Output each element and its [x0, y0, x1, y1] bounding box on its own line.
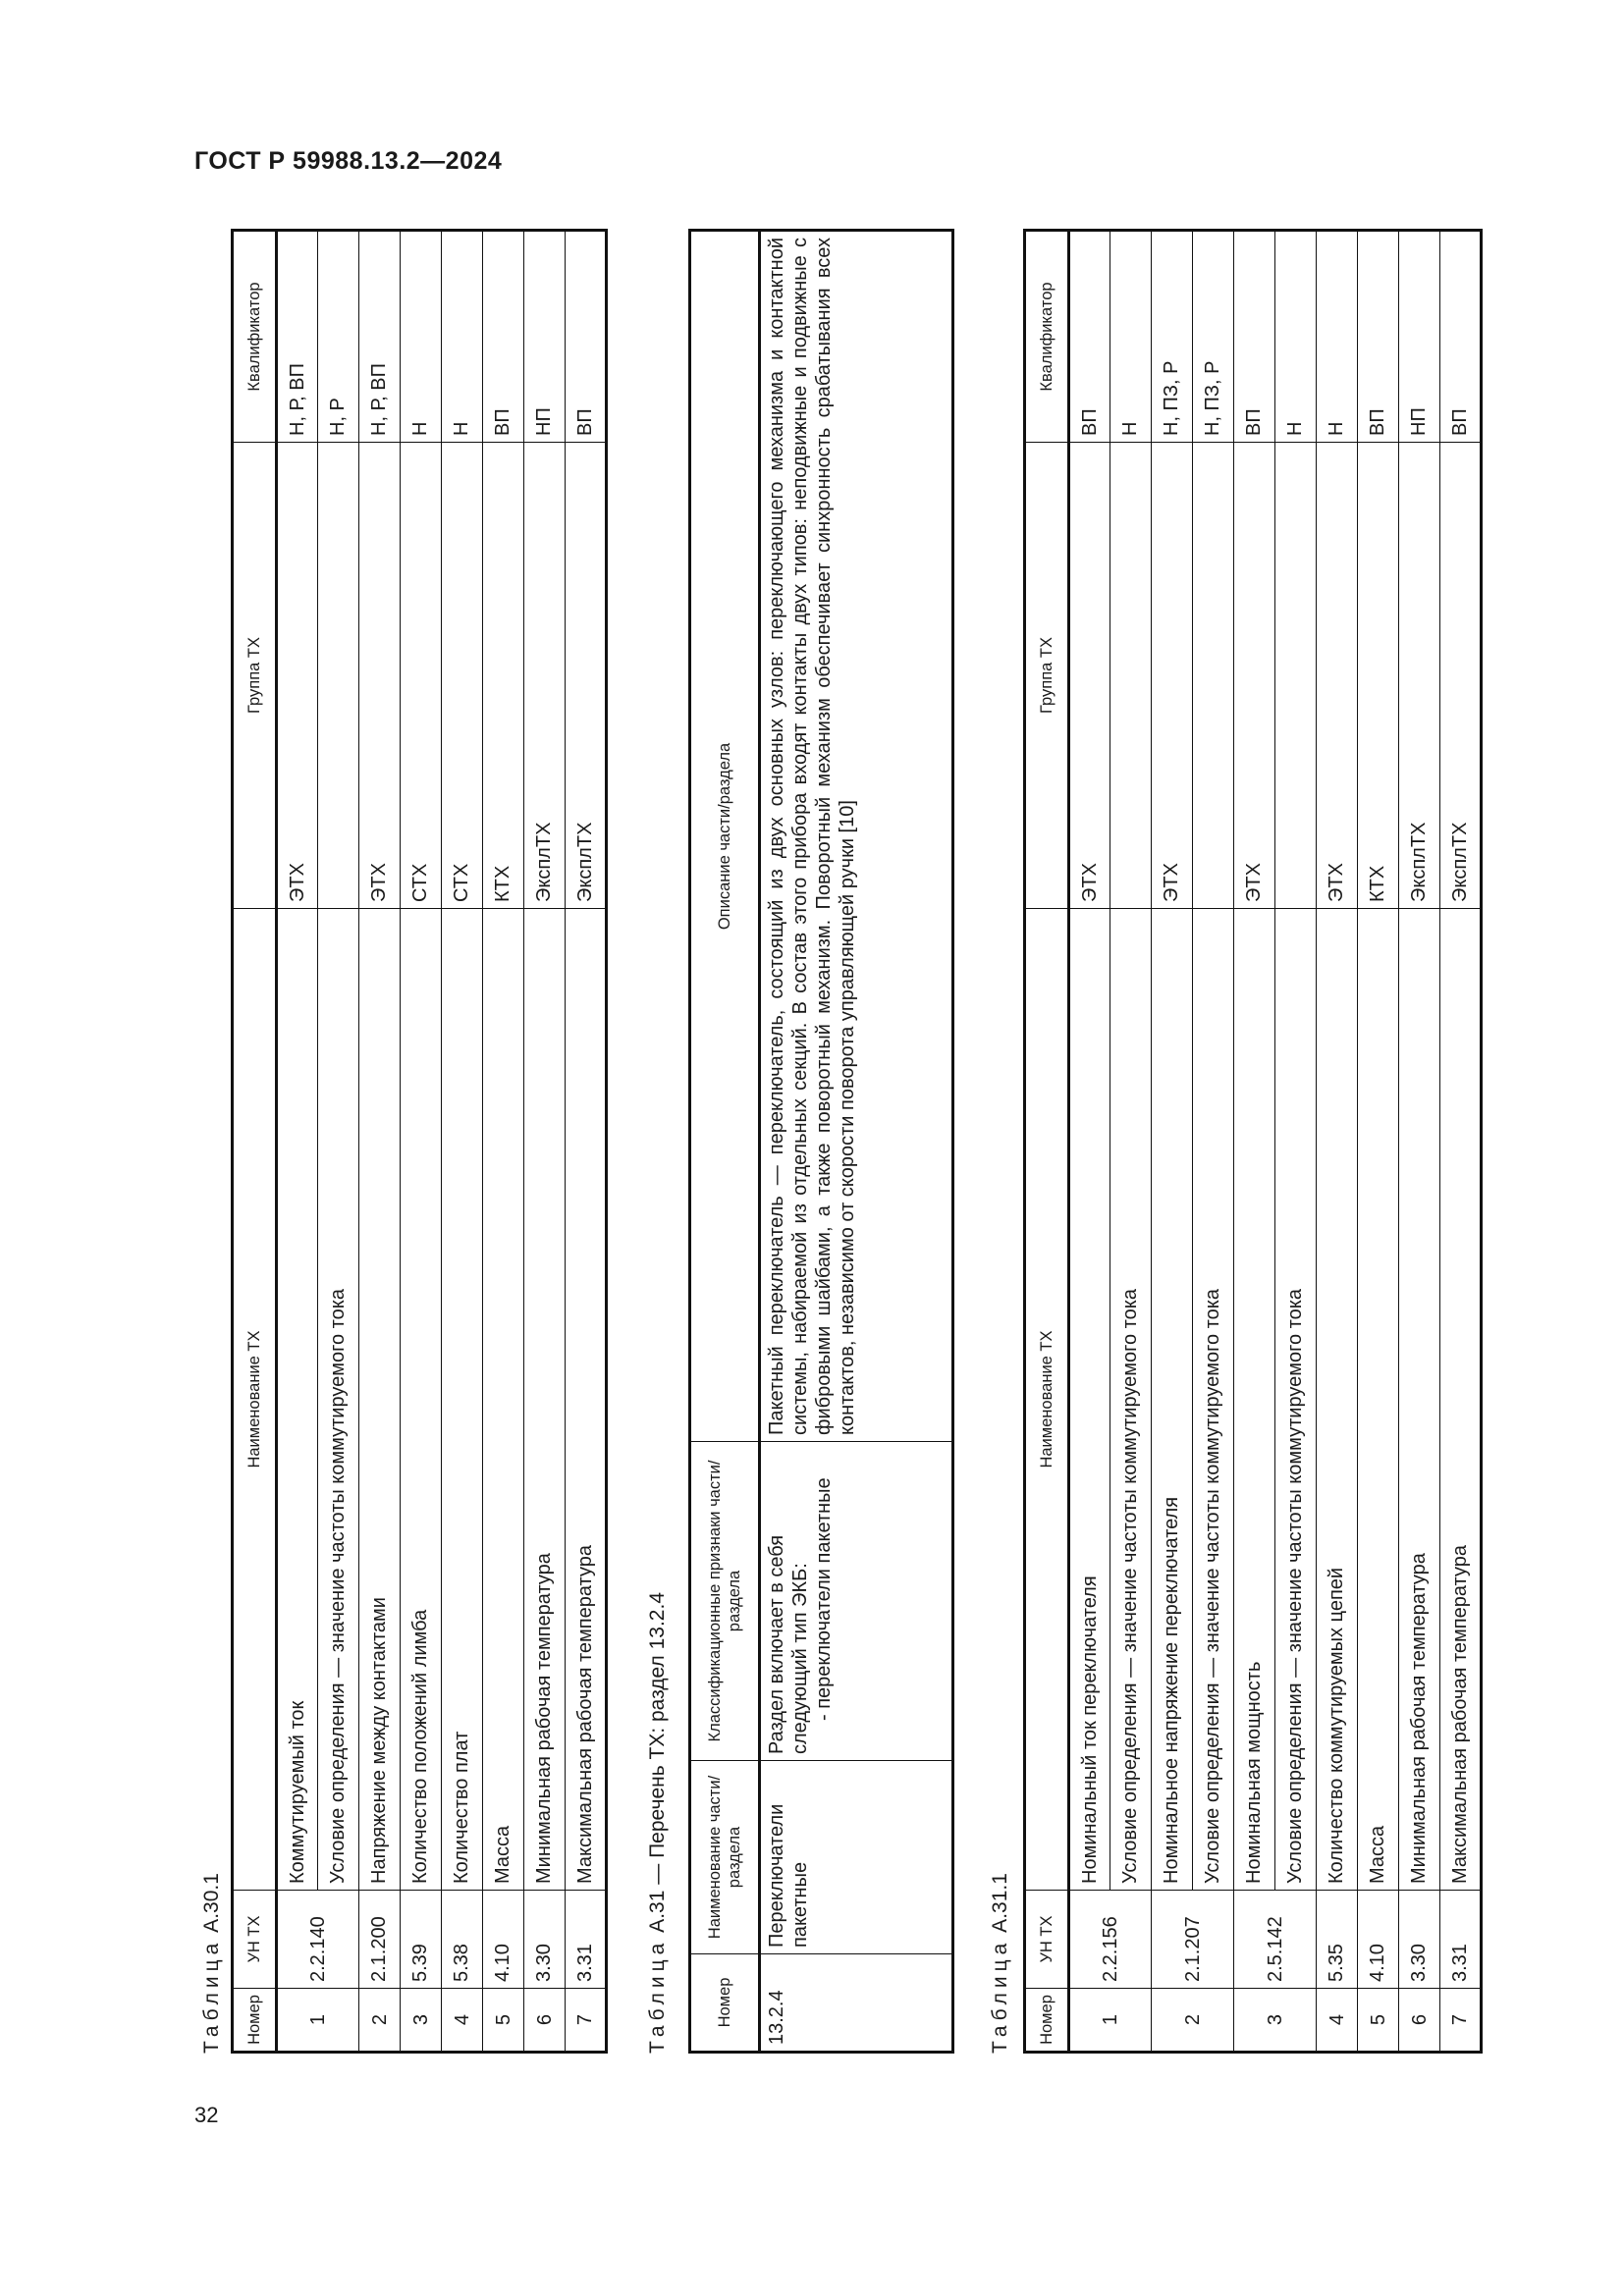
group-cell	[1275, 443, 1317, 909]
table-row	[1440, 231, 1482, 2053]
table-row	[566, 231, 607, 2053]
qualifier-cell: Н	[442, 231, 483, 443]
characteristic-name: Номинальное напряжение переключателя	[1152, 909, 1193, 1891]
row-number: 3	[401, 1989, 442, 2053]
row-number: 1	[1069, 1989, 1152, 2053]
qualifier-cell: Н, Р, ВП	[277, 231, 318, 443]
characteristic-name: Условие определения — значение частоты коммутируемого тока	[1110, 909, 1152, 1891]
characteristic-name: Напряжение между контактами	[359, 909, 401, 1891]
characteristic-name: Количество положений лимба	[401, 909, 442, 1891]
group-cell: СТХ	[442, 443, 483, 909]
column-header: Номер	[233, 1989, 277, 2053]
column-header: Группа ТХ	[233, 443, 277, 909]
column-header: Номер	[1025, 1989, 1069, 2053]
table-row	[1399, 231, 1440, 2053]
group-cell: КТХ	[483, 443, 524, 909]
table-row	[1069, 231, 1110, 2053]
characteristic-name: Условие определения — значение частоты коммутируемого тока	[1275, 909, 1317, 1891]
row-number: 7	[566, 1989, 607, 2053]
table-header-row	[233, 231, 277, 2053]
un-code: 2.1.207	[1152, 1891, 1234, 1989]
characteristic-name: Номинальный ток переключателя	[1069, 909, 1110, 1891]
un-code: 3.30	[524, 1891, 566, 1989]
qualifier-cell: Н, ПЗ, Р	[1152, 231, 1193, 443]
un-code: 2.1.200	[359, 1891, 401, 1989]
caption-number: А.30.1	[200, 1873, 223, 1933]
table-row	[401, 231, 442, 2053]
group-cell: КТХ	[1358, 443, 1399, 909]
un-code: 5.35	[1317, 1891, 1358, 1989]
page-number: 32	[194, 2103, 219, 2127]
qualifier-cell: Н	[401, 231, 442, 443]
row-number: 2	[1152, 1989, 1234, 2053]
table-a31	[688, 229, 954, 2054]
caption-title: — Перечень ТХ: раздел 13.2.4	[646, 1592, 669, 1885]
group-cell: ЭТХ	[277, 443, 318, 909]
group-cell: ЭТХ	[359, 443, 401, 909]
table-row	[1110, 231, 1152, 2053]
row-number: 5	[1358, 1989, 1399, 2053]
characteristic-name: Минимальная рабочая температура	[1399, 909, 1440, 1891]
caption-number: А.31.1	[989, 1873, 1011, 1933]
table-a30-1-caption	[195, 1798, 229, 2054]
table-row	[760, 231, 953, 2053]
group-cell	[1193, 443, 1234, 909]
group-cell: СТХ	[401, 443, 442, 909]
characteristic-name: Номинальная мощность	[1234, 909, 1275, 1891]
qualifier-cell: ВП	[1069, 231, 1110, 443]
characteristic-name: Минимальная рабочая температура	[524, 909, 566, 1891]
qualifier-cell: Н, Р, ВП	[359, 231, 401, 443]
table-row	[483, 231, 524, 2053]
caption-prefix: Таблица	[989, 1938, 1011, 2054]
table-row	[442, 231, 483, 2053]
qualifier-cell: ВП	[1440, 231, 1482, 443]
characteristic-name: Максимальная рабочая температура	[566, 909, 607, 1891]
un-code: 2.5.142	[1234, 1891, 1317, 1989]
table-row	[1275, 231, 1317, 2053]
table-a31-1	[1023, 229, 1483, 2054]
section-number: 13.2.4	[760, 1954, 953, 2053]
qualifier-cell: НП	[524, 231, 566, 443]
qualifier-cell: ВП	[483, 231, 524, 443]
table-row	[318, 231, 359, 2053]
table-header-row	[1025, 231, 1069, 2053]
un-code: 3.31	[566, 1891, 607, 1989]
caption-number: А.31	[646, 1890, 669, 1933]
column-header: Описание части/раздела	[690, 231, 760, 1442]
group-cell: ЭТХ	[1317, 443, 1358, 909]
characteristic-name: Масса	[1358, 909, 1399, 1891]
classification-text: Раздел включает в себя следующий тип ЭКБ:	[766, 1534, 811, 1754]
table-a30-1	[231, 229, 608, 2054]
column-header: Классификационные признаки части/раздела	[690, 1442, 760, 1761]
group-cell	[318, 443, 359, 909]
table-a31-1-wrapper	[1023, 229, 1483, 2054]
section-description: Пакетный переключатель — переключатель, состоящий из двух основных узлов: переключающего механизма и контактной системы, набираемой из отдельных секций. В состав этого прибора входят контакты двух типов: неподвижные и подвижные с фибровыми шайбами, а также поворотный механизм. Поворотный механизм обеспечивает синхронность срабатывания всех контактов, независимо от скорости поворота управляющей ручки [10]	[760, 231, 953, 1442]
qualifier-cell: Н, Р	[318, 231, 359, 443]
qualifier-cell: НП	[1399, 231, 1440, 443]
row-number: 6	[1399, 1989, 1440, 2053]
un-code: 2.2.156	[1069, 1891, 1152, 1989]
characteristic-name: Условие определения — значение частоты коммутируемого тока	[318, 909, 359, 1891]
table-header-row	[690, 231, 760, 2053]
un-code: 5.38	[442, 1891, 483, 1989]
characteristic-name: Условие определения — значение частоты коммутируемого тока	[1193, 909, 1234, 1891]
table-row	[1234, 231, 1275, 2053]
characteristic-name: Масса	[483, 909, 524, 1891]
classification-item: - переключатели пакетные	[813, 1477, 835, 1721]
characteristic-name: Максимальная рабочая температура	[1440, 909, 1482, 1891]
column-header: Наименование ТХ	[233, 909, 277, 1891]
caption-prefix: Таблица	[646, 1938, 669, 2054]
un-code: 4.10	[1358, 1891, 1399, 1989]
group-cell	[1110, 443, 1152, 909]
document-title: ГОСТ Р 59988.13.2—2024	[194, 147, 503, 175]
row-number: 3	[1234, 1989, 1317, 2053]
characteristic-name: Количество коммутируемых цепей	[1317, 909, 1358, 1891]
column-header: Группа ТХ	[1025, 443, 1069, 909]
group-cell: ЭксплТХ	[524, 443, 566, 909]
qualifier-cell: Н, ПЗ, Р	[1193, 231, 1234, 443]
table-a31-1-caption	[984, 1798, 1017, 2054]
row-number: 7	[1440, 1989, 1482, 2053]
qualifier-cell: Н	[1275, 231, 1317, 443]
table-row	[277, 231, 318, 2053]
qualifier-cell: ВП	[566, 231, 607, 443]
row-number: 1	[277, 1989, 359, 2053]
qualifier-cell: Н	[1317, 231, 1358, 443]
table-row	[524, 231, 566, 2053]
table-row	[1358, 231, 1399, 2053]
column-header: Квалификатор	[233, 231, 277, 443]
column-header: УН ТХ	[233, 1891, 277, 1989]
row-number: 6	[524, 1989, 566, 2053]
row-number: 2	[359, 1989, 401, 2053]
group-cell: ЭТХ	[1069, 443, 1110, 909]
characteristic-name: Коммутируемый ток	[277, 909, 318, 1891]
table-row	[1152, 231, 1193, 2053]
un-code: 2.2.140	[277, 1891, 359, 1989]
group-cell: ЭксплТХ	[566, 443, 607, 909]
table-a31-caption	[641, 1563, 675, 2054]
un-code: 3.30	[1399, 1891, 1440, 1989]
un-code: 5.39	[401, 1891, 442, 1989]
column-header: УН ТХ	[1025, 1891, 1069, 1989]
classification-cell	[760, 1442, 953, 1761]
caption-prefix: Таблица	[200, 1938, 223, 2054]
column-header: Наименование части/раздела	[690, 1761, 760, 1954]
group-cell: ЭксплТХ	[1399, 443, 1440, 909]
column-header: Наименование ТХ	[1025, 909, 1069, 1891]
un-code: 4.10	[483, 1891, 524, 1989]
table-row	[359, 231, 401, 2053]
qualifier-cell: Н	[1110, 231, 1152, 443]
characteristic-name: Количество плат	[442, 909, 483, 1891]
group-cell: ЭТХ	[1152, 443, 1193, 909]
section-name: Переключатели пакетные	[760, 1761, 953, 1954]
un-code: 3.31	[1440, 1891, 1482, 1989]
group-cell: ЭТХ	[1234, 443, 1275, 909]
qualifier-cell: ВП	[1358, 231, 1399, 443]
row-number: 4	[442, 1989, 483, 2053]
qualifier-cell: ВП	[1234, 231, 1275, 443]
column-header: Квалификатор	[1025, 231, 1069, 443]
row-number: 4	[1317, 1989, 1358, 2053]
table-a30-1-wrapper	[231, 229, 608, 2054]
column-header: Номер	[690, 1954, 760, 2053]
table-a31-wrapper	[688, 229, 954, 2054]
row-number: 5	[483, 1989, 524, 2053]
table-row	[1193, 231, 1234, 2053]
group-cell: ЭксплТХ	[1440, 443, 1482, 909]
table-row	[1317, 231, 1358, 2053]
